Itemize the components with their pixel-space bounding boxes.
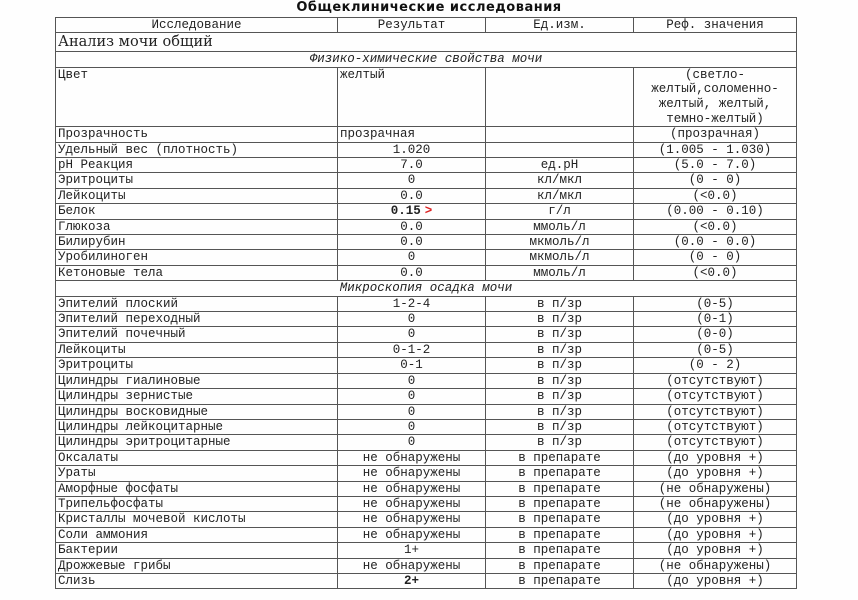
- result-value: 0: [407, 389, 416, 404]
- table-row: [56, 235, 797, 250]
- subsection-title: Микроскопия осадка мочи: [56, 281, 797, 296]
- result-value: 0: [407, 373, 416, 388]
- table-row: [56, 373, 797, 388]
- test-name: Аморфные фосфаты: [56, 481, 338, 496]
- test-name: Бактерии: [56, 543, 338, 558]
- subsection-row: [56, 281, 797, 296]
- table-row: [56, 573, 797, 588]
- test-reference: (<0.0): [634, 265, 797, 280]
- test-result: [338, 142, 486, 157]
- result-value: 0: [407, 435, 416, 450]
- table-row: [56, 450, 797, 465]
- test-reference: (не обнаружены): [634, 558, 797, 573]
- results-table: [55, 17, 797, 589]
- test-unit: в препарате: [486, 558, 634, 573]
- table-header: [56, 18, 797, 33]
- test-result: [338, 435, 486, 450]
- result-value: 0: [407, 419, 416, 434]
- test-name: Цилиндры зернистые: [56, 389, 338, 404]
- test-name: Соли аммония: [56, 527, 338, 542]
- test-unit: [486, 142, 634, 157]
- test-reference: (<0.0): [634, 219, 797, 234]
- test-name: Кристаллы мочевой кислоты: [56, 512, 338, 527]
- test-unit: в п/зр: [486, 358, 634, 373]
- table-row: [56, 204, 797, 219]
- table-row: [56, 142, 797, 157]
- result-value: 0.0: [400, 265, 423, 280]
- test-result: [338, 158, 486, 173]
- table-row: [56, 466, 797, 481]
- test-result: [338, 543, 486, 558]
- test-reference: (0 - 0): [634, 173, 797, 188]
- test-reference: (до уровня +): [634, 543, 797, 558]
- test-unit: в препарате: [486, 527, 634, 542]
- test-reference: (до уровня +): [634, 573, 797, 588]
- table-row: [56, 496, 797, 511]
- test-name: Глюкоза: [56, 219, 338, 234]
- test-unit: в п/зр: [486, 404, 634, 419]
- subsection-row: [56, 52, 797, 67]
- test-name: Цилиндры восковидные: [56, 404, 338, 419]
- test-name: Прозрачность: [56, 127, 338, 142]
- test-unit: в препарате: [486, 573, 634, 588]
- test-unit: в п/зр: [486, 296, 634, 311]
- test-unit: в п/зр: [486, 435, 634, 450]
- table-row: [56, 543, 797, 558]
- table-row: [56, 435, 797, 450]
- test-name: pH Реакция: [56, 158, 338, 173]
- table-row: [56, 265, 797, 280]
- test-name: Эпителий плоский: [56, 296, 338, 311]
- test-name: Цилиндры лейкоцитарные: [56, 419, 338, 434]
- result-value: 0-1: [400, 358, 423, 373]
- test-result: [338, 342, 486, 357]
- test-unit: ммоль/л: [486, 219, 634, 234]
- table-row: [56, 327, 797, 342]
- test-result: [338, 204, 486, 219]
- test-result: [338, 188, 486, 203]
- test-unit: в п/зр: [486, 419, 634, 434]
- test-unit: ммоль/л: [486, 265, 634, 280]
- test-name: Цилиндры эритроцитарные: [56, 435, 338, 450]
- test-result: [338, 265, 486, 280]
- result-value: не обнаружены: [362, 481, 461, 496]
- result-value: 7.0: [400, 158, 423, 172]
- test-name: Оксалаты: [56, 450, 338, 465]
- table-row: [56, 158, 797, 173]
- table-row: [56, 127, 797, 142]
- result-value: 0.15: [390, 204, 421, 219]
- test-name: Эпителий переходный: [56, 312, 338, 327]
- result-value: не обнаружены: [362, 496, 461, 511]
- result-value: прозрачная: [340, 127, 416, 142]
- table-row: [56, 404, 797, 419]
- table-row: [56, 342, 797, 357]
- test-result: [338, 235, 486, 250]
- test-unit: кл/мкл: [486, 188, 634, 203]
- test-reference: (<0.0): [634, 188, 797, 203]
- subsection-title: Физико-химические свойства мочи: [56, 52, 797, 67]
- result-value: 0: [407, 250, 416, 265]
- header-test: Исследование: [56, 18, 338, 33]
- result-value: 0: [407, 327, 416, 342]
- section-title-row: [56, 33, 797, 52]
- test-reference: (0-1): [634, 312, 797, 327]
- test-name: Слизь: [56, 573, 338, 588]
- test-reference: (0 - 0): [634, 250, 797, 265]
- test-result: [338, 327, 486, 342]
- test-reference: (не обнаружены): [634, 496, 797, 511]
- test-reference: (0-0): [634, 327, 797, 342]
- test-reference: (до уровня +): [634, 466, 797, 481]
- test-reference: (0.00 - 0.10): [634, 204, 797, 219]
- test-name: Трипельфосфаты: [56, 496, 338, 511]
- result-value: не обнаружены: [362, 450, 461, 465]
- table-row: [56, 512, 797, 527]
- result-value: 0.0: [400, 188, 423, 203]
- result-value: 0: [407, 173, 416, 188]
- result-value: 0.0: [400, 219, 423, 234]
- test-result: [338, 573, 486, 588]
- test-reference: (0-5): [634, 296, 797, 311]
- result-value: 0.0: [400, 235, 423, 250]
- test-unit: в препарате: [486, 512, 634, 527]
- test-reference: (отсутствуют): [634, 419, 797, 434]
- test-name: Билирубин: [56, 235, 338, 250]
- result-value: 1.020: [392, 142, 431, 157]
- test-result: [338, 558, 486, 573]
- test-reference: (0-5): [634, 342, 797, 357]
- test-result: [338, 373, 486, 388]
- test-result: [338, 173, 486, 188]
- test-reference: (отсутствуют): [634, 404, 797, 419]
- table-row: [56, 419, 797, 434]
- test-name: Эритроциты: [56, 358, 338, 373]
- test-result: [338, 296, 486, 311]
- table-row: [56, 481, 797, 496]
- test-name: Белок: [56, 204, 338, 219]
- table-row: [56, 558, 797, 573]
- test-reference: (до уровня +): [634, 450, 797, 465]
- test-unit: в препарате: [486, 450, 634, 465]
- test-unit: в препарате: [486, 466, 634, 481]
- header-unit: Ед.изм.: [486, 18, 634, 33]
- test-reference: (5.0 - 7.0): [634, 158, 797, 173]
- test-result: [338, 450, 486, 465]
- test-reference: (отсутствуют): [634, 373, 797, 388]
- result-value: не обнаружены: [362, 558, 461, 573]
- test-name: Удельный вес (плотность): [56, 142, 338, 157]
- test-result: [338, 250, 486, 265]
- result-value: 1+: [403, 543, 419, 558]
- test-result: [338, 512, 486, 527]
- test-reference: (прозрачная): [634, 127, 797, 142]
- test-name: Уробилиноген: [56, 250, 338, 265]
- result-value: не обнаружены: [362, 527, 461, 542]
- test-reference: (до уровня +): [634, 512, 797, 527]
- test-unit: в препарате: [486, 543, 634, 558]
- test-name: Лейкоциты: [56, 342, 338, 357]
- test-unit: в п/зр: [486, 327, 634, 342]
- page-title: Общеклинические исследования: [296, 0, 562, 15]
- table-row: [56, 312, 797, 327]
- test-name: Ураты: [56, 466, 338, 481]
- table-row: [56, 389, 797, 404]
- test-name: Кетоновые тела: [56, 265, 338, 280]
- test-unit: мкмоль/л: [486, 250, 634, 265]
- table-row: [56, 527, 797, 542]
- test-name: Лейкоциты: [56, 188, 338, 203]
- test-result: [338, 481, 486, 496]
- test-result: [338, 389, 486, 404]
- result-value: 1-2-4: [392, 296, 431, 311]
- test-reference: (1.005 - 1.030): [634, 142, 797, 157]
- test-reference: (0 - 2): [634, 358, 797, 373]
- test-unit: мкмоль/л: [486, 235, 634, 250]
- test-reference: (до уровня +): [634, 527, 797, 542]
- test-reference: (отсутствуют): [634, 389, 797, 404]
- table-row: [56, 219, 797, 234]
- test-unit: кл/мкл: [486, 173, 634, 188]
- section-title: Анализ мочи общий: [56, 33, 797, 52]
- test-unit: ед.pH: [486, 158, 634, 173]
- header-reference: Реф. значения: [634, 18, 797, 33]
- test-unit: в п/зр: [486, 373, 634, 388]
- test-reference: (светло-желтый,соломенно-желтый, желтый, темно-желтый): [634, 67, 797, 126]
- table-row: [56, 188, 797, 203]
- result-value: 2+: [403, 573, 419, 588]
- table-row: [56, 250, 797, 265]
- header-result: Результат: [338, 18, 486, 33]
- test-name: Цилиндры гиалиновые: [56, 373, 338, 388]
- table-row: [56, 296, 797, 311]
- test-result: желтый: [338, 67, 486, 126]
- result-value: 0: [407, 312, 416, 327]
- test-result: [338, 219, 486, 234]
- test-unit: г/л: [486, 204, 634, 219]
- test-name: Эпителий почечный: [56, 327, 338, 342]
- test-result: [338, 419, 486, 434]
- test-unit: [486, 67, 634, 126]
- result-value: не обнаружены: [362, 466, 461, 481]
- test-unit: в препарате: [486, 481, 634, 496]
- test-result: [338, 127, 486, 142]
- table-row: [56, 173, 797, 188]
- test-name: Цвет: [56, 67, 338, 126]
- test-unit: [486, 127, 634, 142]
- test-reference: (отсутствуют): [634, 435, 797, 450]
- test-result: [338, 358, 486, 373]
- abnormal-flag: >: [424, 204, 433, 219]
- test-unit: в препарате: [486, 496, 634, 511]
- test-reference: (не обнаружены): [634, 481, 797, 496]
- test-unit: в п/зр: [486, 342, 634, 357]
- result-value: 0: [407, 404, 416, 419]
- test-unit: в п/зр: [486, 312, 634, 327]
- test-unit: в п/зр: [486, 389, 634, 404]
- test-result: [338, 466, 486, 481]
- test-result: [338, 404, 486, 419]
- table-row: [56, 67, 797, 126]
- table-row: [56, 358, 797, 373]
- result-value: не обнаружены: [362, 512, 461, 527]
- test-name: Эритроциты: [56, 173, 338, 188]
- test-result: [338, 527, 486, 542]
- test-name: Дрожжевые грибы: [56, 558, 338, 573]
- result-value: 0-1-2: [392, 342, 431, 357]
- test-result: [338, 496, 486, 511]
- test-reference: (0.0 - 0.0): [634, 235, 797, 250]
- test-result: [338, 312, 486, 327]
